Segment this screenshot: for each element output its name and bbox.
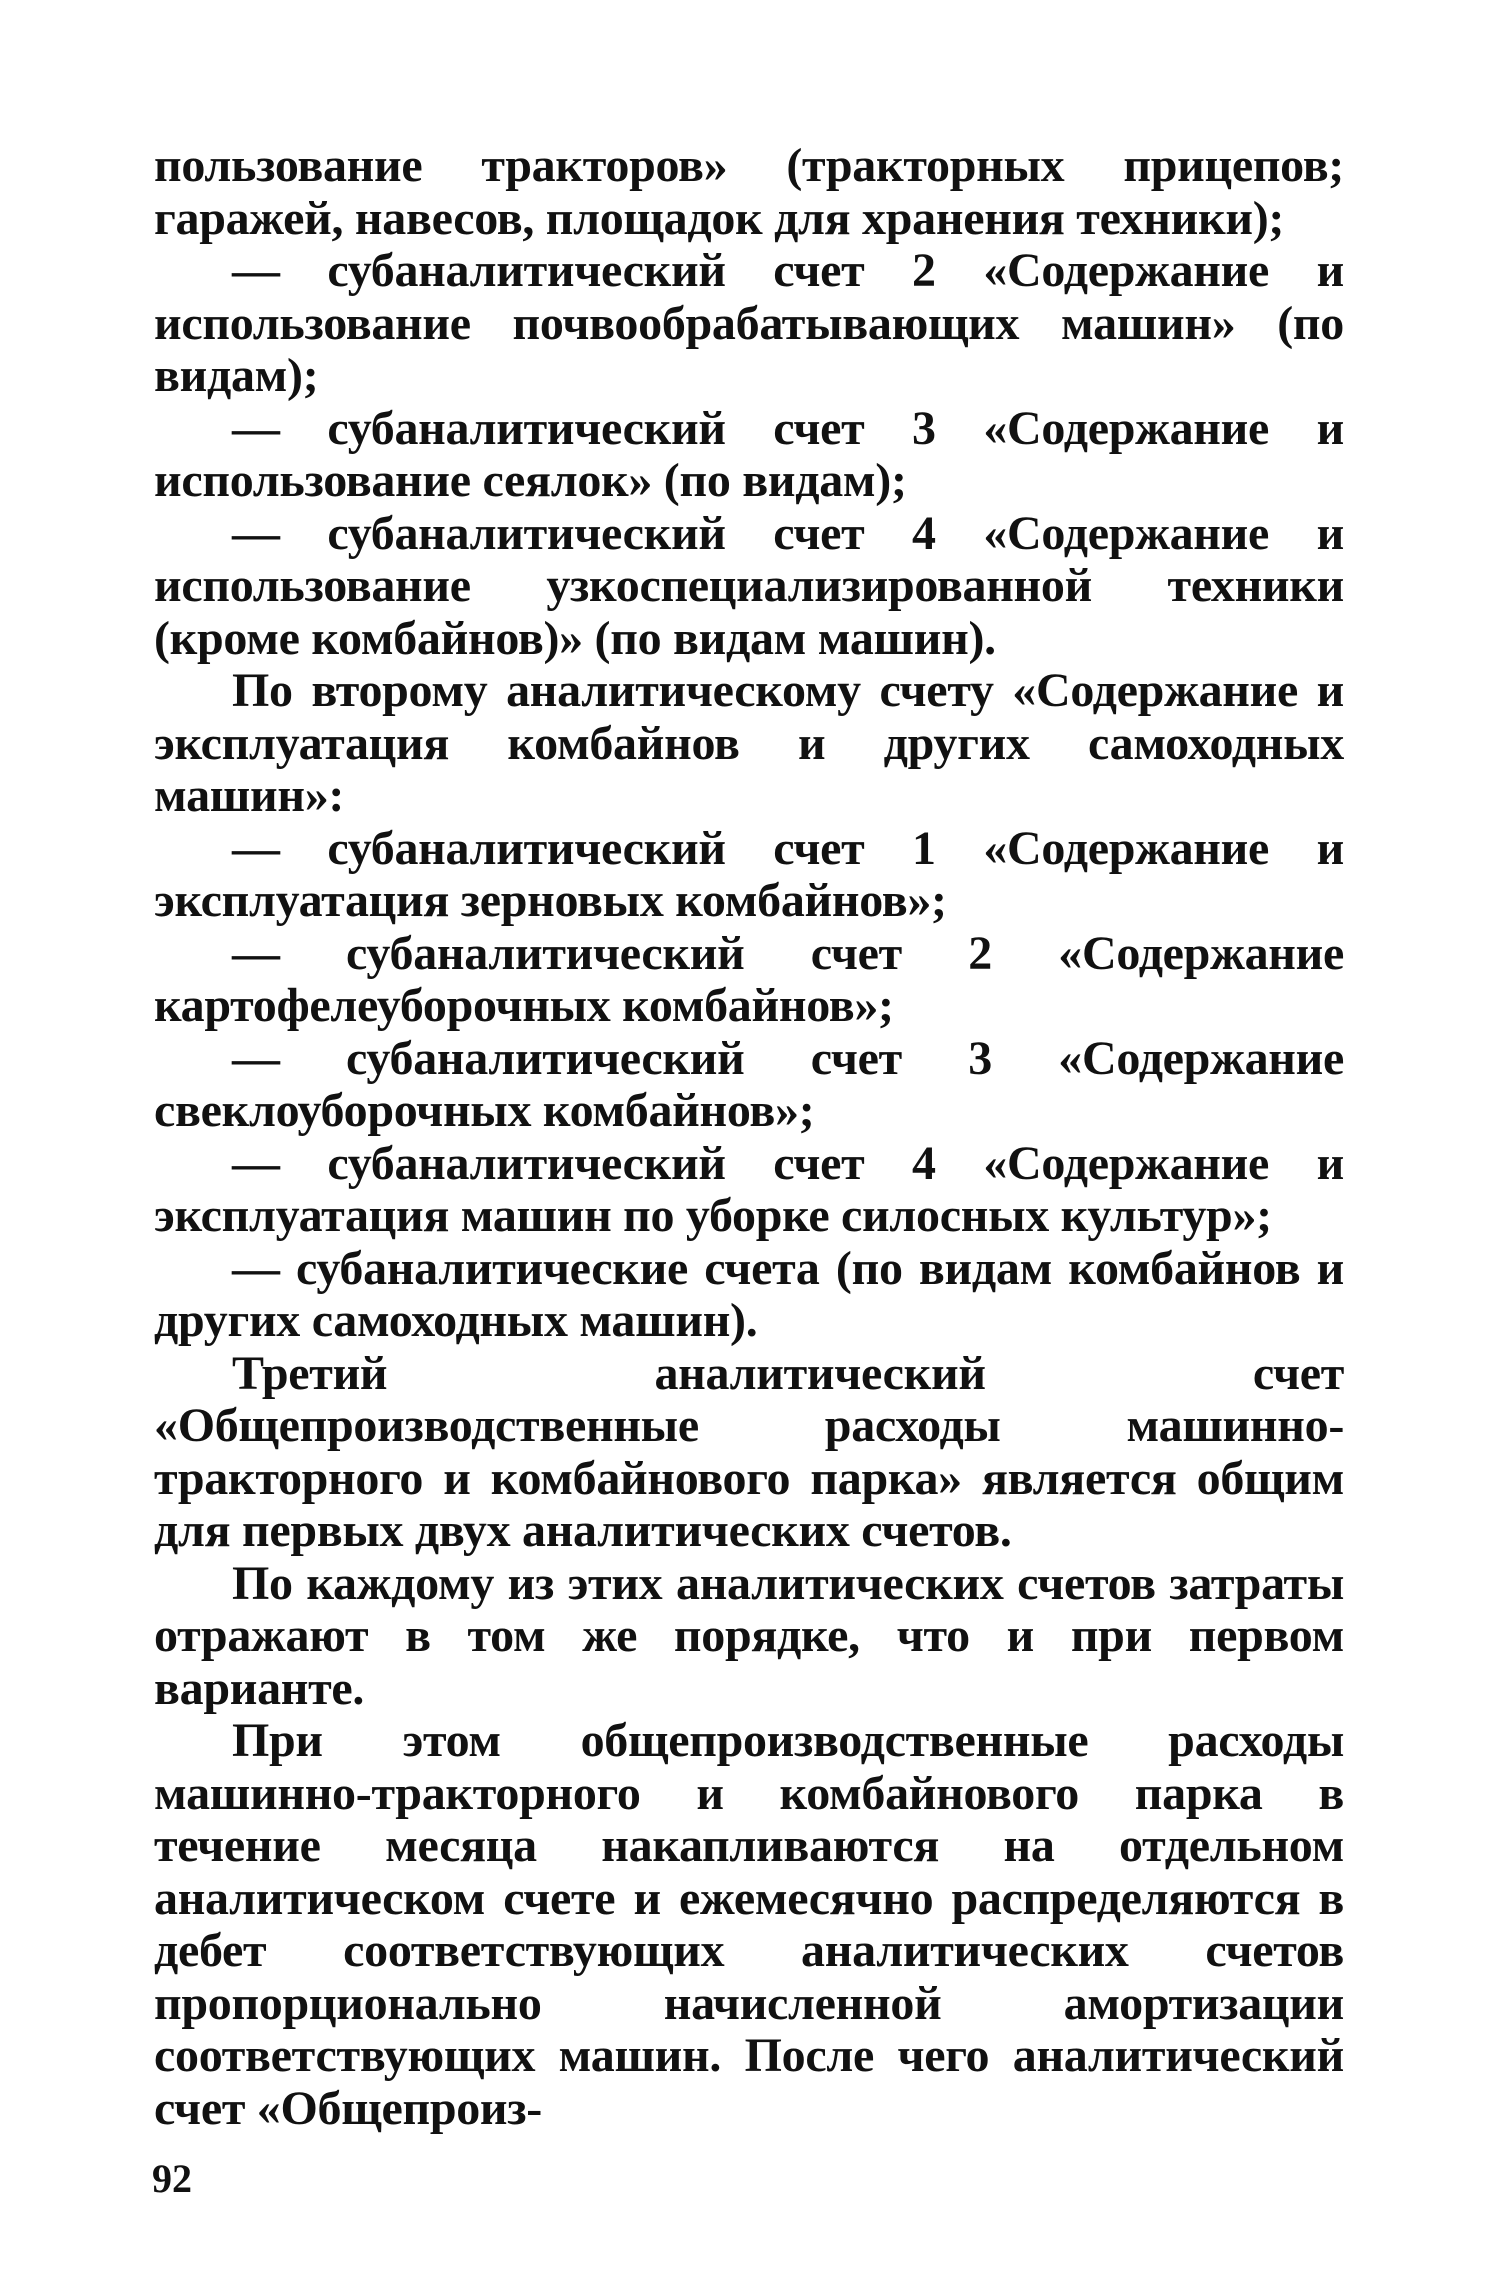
paragraph: — субаналитический счет 1 «Содержание и эксплуатация зерновых комбайнов»; bbox=[154, 821, 1344, 927]
paragraph: — субаналитический счет 4 «Содержание и использование узкоспециализированной техники (кроме комбайнов)» (по видам машин). bbox=[154, 506, 1344, 665]
page-body bbox=[154, 140, 1344, 2135]
paragraph: По второму аналитическому счету «Содержание и эксплуатация комбайнов и других самоходных машин»: bbox=[154, 664, 1344, 822]
paragraph: — субаналитический счет 2 «Содержание и использование почвообрабатывающих машин» (по видам); bbox=[154, 244, 1344, 402]
paragraph: — субаналитические счета (по видам комбайнов и других самоходных машин). bbox=[154, 1241, 1344, 1347]
paragraph: — субаналитический счет 4 «Содержание и эксплуатация машин по уборке силосных культур»; bbox=[154, 1136, 1344, 1242]
paragraph: Третий аналитический счет «Общепроизводственные расходы машинно-тракторного и комбайнового парка» является общим для первых двух аналитических счетов. bbox=[154, 1346, 1344, 1557]
paragraph: — субаналитический счет 3 «Содержание свеклоуборочных комбайнов»; bbox=[154, 1031, 1344, 1137]
paragraph: пользование тракторов» (тракторных прицепов; гаражей, навесов, площадок для хранения техники); bbox=[154, 139, 1344, 245]
paragraph: — субаналитический счет 3 «Содержание и использование сеялок» (по видам); bbox=[154, 401, 1344, 507]
paragraph: — субаналитический счет 2 «Содержание картофелеуборочных комбайнов»; bbox=[154, 926, 1344, 1032]
paragraph: По каждому из этих аналитических счетов затраты отражают в том же порядке, что и при первом варианте. bbox=[154, 1556, 1344, 1715]
paragraph: При этом общепроизводственные расходы машинно-тракторного и комбайнового парка в течение месяца накапливаются на отдельном аналитическом счете и ежемесячно распределяются в дебет соответствующих аналитических счетов пропорционально начисленной амортизации соответствующих машин. После чего аналитический счет «Общепроиз- bbox=[154, 1714, 1344, 2135]
page-number: 92 bbox=[152, 2156, 192, 2201]
